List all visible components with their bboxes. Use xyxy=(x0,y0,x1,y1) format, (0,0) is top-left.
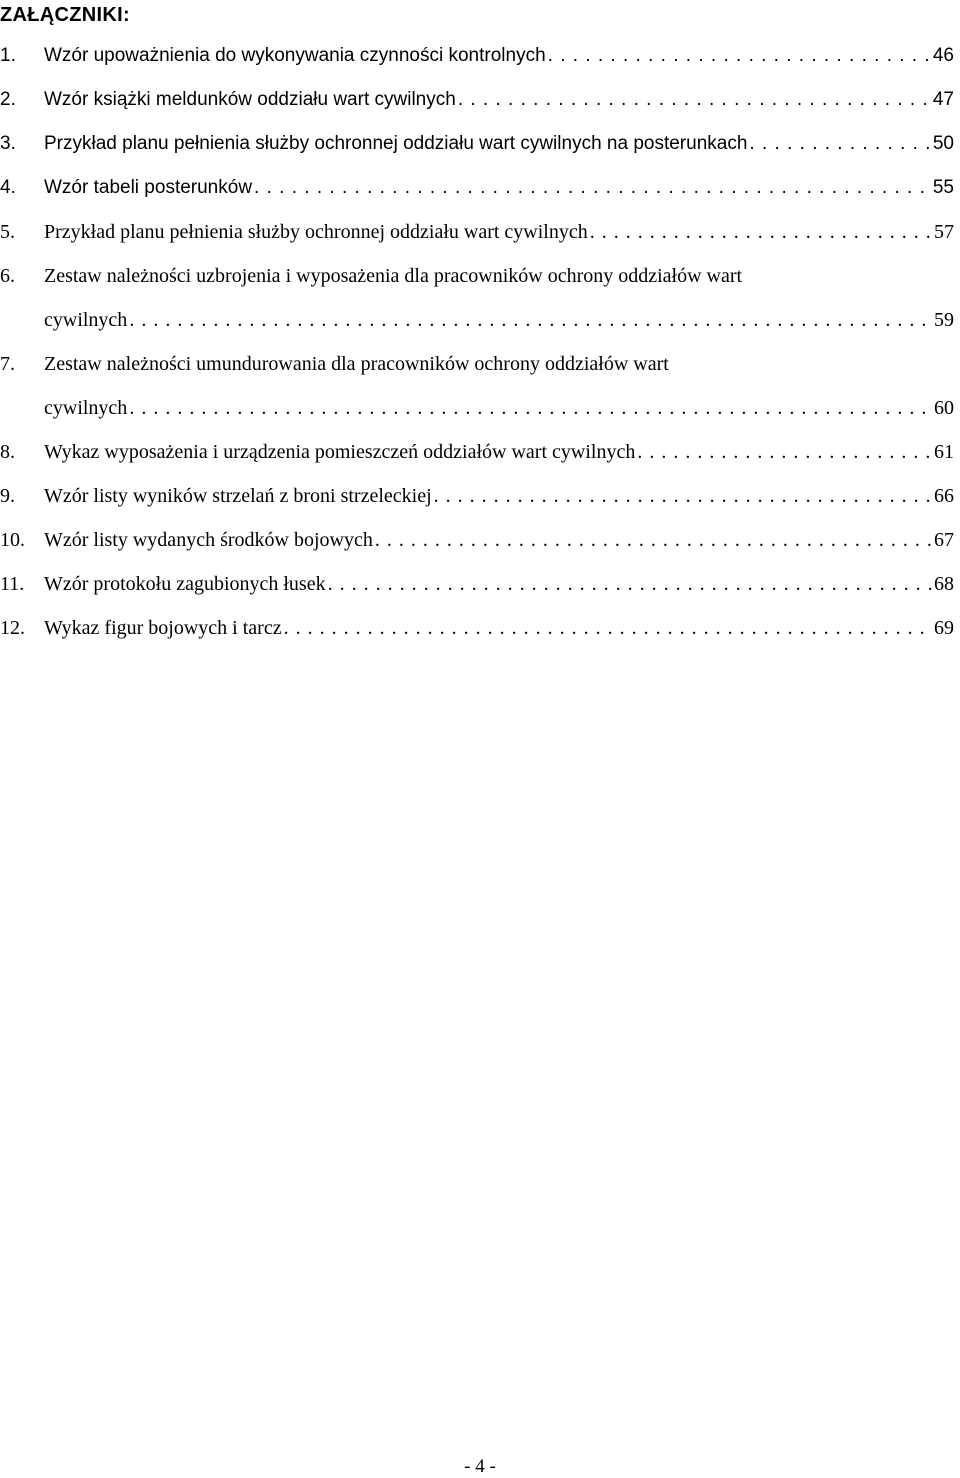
item-page: 60 xyxy=(934,397,954,419)
item-title: Wzór książki meldunków oddziału wart cywilnych xyxy=(44,89,456,110)
item-title: Wykaz wyposażenia i urządzenia pomieszczeń oddziałów wart cywilnych xyxy=(44,441,636,463)
item-title-continuation: cywilnych xyxy=(44,397,128,419)
dot-leader xyxy=(548,44,931,68)
item-number: 4. xyxy=(0,177,16,198)
dot-leader xyxy=(129,396,932,420)
item-title: Wzór listy wydanych środków bojowych xyxy=(44,529,373,551)
list-item xyxy=(0,220,954,244)
dot-leader xyxy=(129,308,932,332)
list-item xyxy=(0,176,954,200)
item-title: Wykaz figur bojowych i tarcz xyxy=(44,617,282,639)
item-number: 9. xyxy=(0,485,15,507)
item-page: 47 xyxy=(932,89,954,110)
item-number: 5. xyxy=(0,221,15,243)
item-page: 55 xyxy=(932,177,954,198)
item-page: 57 xyxy=(934,221,954,243)
list-item xyxy=(0,264,954,288)
item-title-continuation: cywilnych xyxy=(44,309,128,331)
item-title: Zestaw należności uzbrojenia i wyposażenia dla pracowników ochrony oddziałów wart xyxy=(44,265,743,287)
list-item-continuation xyxy=(44,308,954,332)
list-item xyxy=(0,88,954,112)
dot-leader xyxy=(328,572,932,596)
dot-leader xyxy=(284,616,932,640)
list-item xyxy=(0,44,954,68)
dot-leader xyxy=(254,176,931,200)
dot-leader xyxy=(637,440,932,464)
list-item xyxy=(0,616,954,640)
item-title: Wzór upoważnienia do wykonywania czynności kontrolnych xyxy=(44,45,546,66)
list-item xyxy=(0,352,954,376)
dot-leader xyxy=(458,88,931,112)
item-number: 10. xyxy=(0,529,25,551)
list-item xyxy=(0,440,954,464)
item-title: Wzór listy wyników strzelań z broni strzeleckiej xyxy=(44,485,432,507)
list-item-continuation xyxy=(44,396,954,420)
dot-leader xyxy=(749,132,930,156)
item-number: 11. xyxy=(0,573,25,595)
item-page: 50 xyxy=(932,133,954,154)
dot-leader xyxy=(590,220,932,244)
item-number: 6. xyxy=(0,265,15,287)
dot-leader xyxy=(434,484,932,508)
item-title: Zestaw należności umundurowania dla pracowników ochrony oddziałów wart xyxy=(44,353,669,375)
item-number: 1. xyxy=(0,45,16,66)
page-title: ZAŁĄCZNIKI: xyxy=(0,4,130,26)
list-item xyxy=(0,132,954,156)
item-number: 7. xyxy=(0,353,15,375)
list-item xyxy=(0,528,954,552)
item-title: Przykład planu pełnienia służby ochronnej oddziału wart cywilnych na posterunkach xyxy=(44,133,748,154)
item-page: 68 xyxy=(934,573,954,595)
item-page: 69 xyxy=(934,617,954,639)
item-number: 8. xyxy=(0,441,15,463)
list-item xyxy=(0,572,954,596)
item-number: 2. xyxy=(0,89,16,110)
item-title: Wzór tabeli posterunków xyxy=(44,177,253,198)
item-title: Wzór protokołu zagubionych łusek xyxy=(44,573,326,595)
dot-leader xyxy=(375,528,932,552)
attachments-list xyxy=(0,0,960,680)
item-number: 3. xyxy=(0,133,16,154)
item-page: 66 xyxy=(934,485,954,507)
item-number: 12. xyxy=(0,617,25,639)
page-number: - 4 - xyxy=(464,1456,496,1477)
item-page: 46 xyxy=(932,45,954,66)
list-item xyxy=(0,484,954,508)
item-page: 59 xyxy=(934,309,954,331)
item-page: 61 xyxy=(934,441,954,463)
item-title: Przykład planu pełnienia służby ochronnej oddziału wart cywilnych xyxy=(44,221,588,243)
item-page: 67 xyxy=(934,529,954,551)
